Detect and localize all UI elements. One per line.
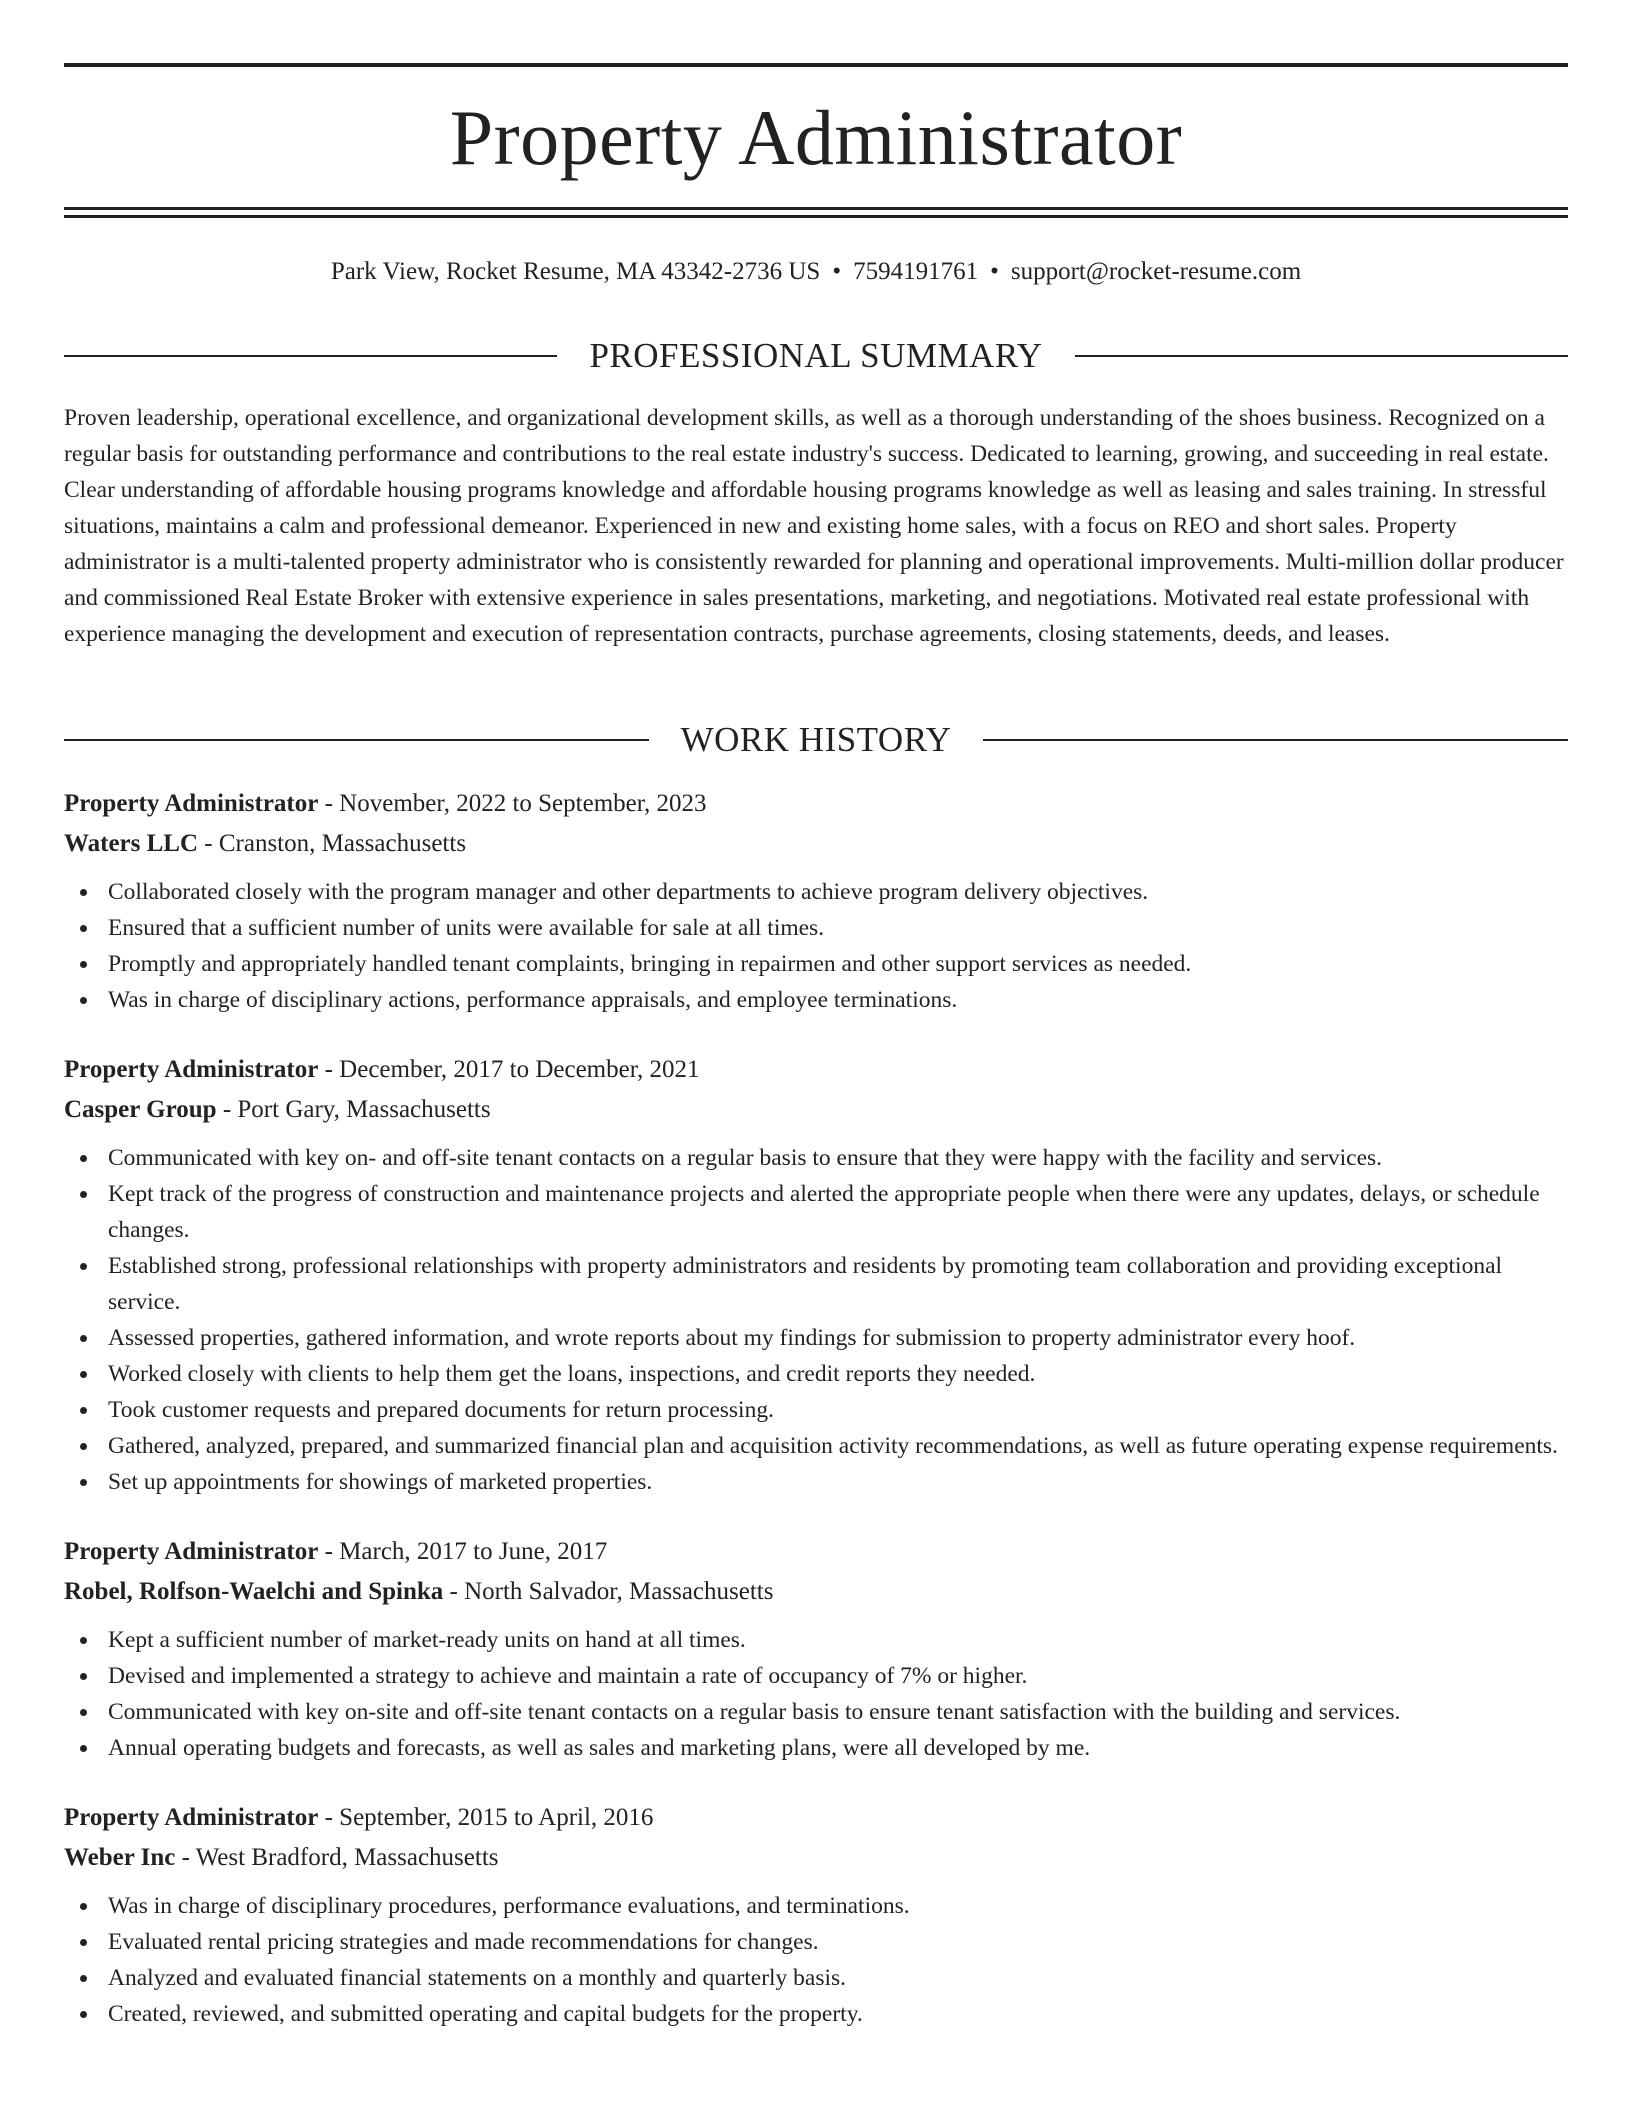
job-company: Robel, Rolfson-Waelchi and Spinka (64, 1578, 444, 1605)
contact-phone: 7594191761 (853, 258, 979, 285)
job-title-line (64, 1798, 1568, 1838)
job-title-line (64, 1050, 1568, 1090)
job-bullet: Was in charge of disciplinary actions, performance appraisals, and employee terminations. (64, 982, 1568, 1018)
job-title: Property Administrator (64, 1804, 319, 1831)
job-entry (64, 784, 1568, 1018)
work-history-list (64, 784, 1568, 2064)
heading-rule-left (64, 355, 557, 357)
title-rule-upper (64, 207, 1568, 210)
job-bullet: Kept track of the progress of construction and maintenance projects and alerted the appropriate people when there were any updates, delays, or schedule changes. (64, 1176, 1568, 1248)
job-title: Property Administrator (64, 1056, 319, 1083)
section-heading-label: WORK HISTORY (680, 720, 952, 759)
job-bullet: Worked closely with clients to help them get the loans, inspections, and credit reports they needed. (64, 1356, 1568, 1392)
job-bullets (64, 874, 1568, 1018)
job-company: Weber Inc (64, 1844, 176, 1871)
job-title-line (64, 1532, 1568, 1572)
contact-separator: • (990, 258, 999, 285)
job-title: Property Administrator (64, 1538, 319, 1565)
title-rule-lower (64, 215, 1568, 218)
job-bullet: Devised and implemented a strategy to achieve and maintain a rate of occupancy of 7% or higher. (64, 1658, 1568, 1694)
section-heading-label: PROFESSIONAL SUMMARY (589, 336, 1043, 375)
job-bullet: Collaborated closely with the program manager and other departments to achieve program delivery objectives. (64, 874, 1568, 910)
job-bullet: Ensured that a sufficient number of units were available for sale at all times. (64, 910, 1568, 946)
job-bullet: Was in charge of disciplinary procedures, performance evaluations, and terminations. (64, 1888, 1568, 1924)
job-entry (64, 1532, 1568, 1766)
job-entry (64, 1050, 1568, 1500)
heading-rule-right (1075, 355, 1568, 357)
job-company-line (64, 1838, 1568, 1878)
job-location: - West Bradford, Massachusetts (175, 1844, 499, 1871)
job-bullet: Promptly and appropriately handled tenant complaints, bringing in repairmen and other support services as needed. (64, 946, 1568, 982)
job-location: - North Salvador, Massachusetts (443, 1578, 774, 1605)
summary-text: Proven leadership, operational excellence, and organizational development skills, as well as a thorough understanding of the shoes business. Recognized on a regular basis for outstanding performance and contributions to the real estate industry's success. Dedicated to learning, growing, and succeeding in real estate. Clear understanding of affordable housing programs knowledge and affordable housing programs knowledge as well as leasing and sales training. In stressful situations, maintains a calm and professional demeanor. Experienced in new and existing home sales, with a focus on REO and short sales. Property administrator is a multi-talented property administrator who is consistently rewarded for planning and operational improvements. Multi-million dollar producer and commissioned Real Estate Broker with extensive experience in sales presentations, marketing, and negotiations. Motivated real estate professional with experience managing the development and execution of representation contracts, purchase agreements, closing statements, deeds, and leases. (64, 405, 1564, 647)
top-rule (64, 63, 1568, 67)
job-bullet: Set up appointments for showings of marketed properties. (64, 1464, 1568, 1500)
job-title-line (64, 784, 1568, 824)
contact-address: Park View, Rocket Resume, MA 43342-2736 US (330, 258, 821, 285)
heading-rule-left (64, 739, 649, 741)
contact-email: support@rocket-resume.com (1010, 258, 1302, 285)
job-company: Waters LLC (64, 830, 199, 857)
job-bullet: Analyzed and evaluated financial statements on a monthly and quarterly basis. (64, 1960, 1568, 1996)
job-bullet: Established strong, professional relationships with property administrators and residents by promoting team collaboration and providing exceptional service. (64, 1248, 1568, 1320)
job-bullet: Took customer requests and prepared documents for return processing. (64, 1392, 1568, 1428)
contact-line (64, 254, 1568, 290)
job-bullets (64, 1888, 1568, 2032)
job-bullet: Created, reviewed, and submitted operating and capital budgets for the property. (64, 1996, 1568, 2032)
job-bullets (64, 1622, 1568, 1766)
job-entry (64, 1798, 1568, 2032)
job-bullets (64, 1140, 1568, 1500)
job-dates: - March, 2017 to June, 2017 (318, 1538, 608, 1565)
job-bullet: Kept a sufficient number of market-ready units on hand at all times. (64, 1622, 1568, 1658)
job-bullet: Communicated with key on-site and off-site tenant contacts on a regular basis to ensure tenant satisfaction with the building and services. (64, 1694, 1568, 1730)
job-bullet: Communicated with key on- and off-site tenant contacts on a regular basis to ensure that they were happy with the facility and services. (64, 1140, 1568, 1176)
job-company: Casper Group (64, 1096, 217, 1123)
job-company-line (64, 1572, 1568, 1612)
section-heading-work (64, 718, 1568, 762)
job-bullet: Evaluated rental pricing strategies and made recommendations for changes. (64, 1924, 1568, 1960)
job-bullet: Annual operating budgets and forecasts, as well as sales and marketing plans, were all developed by me. (64, 1730, 1568, 1766)
job-title: Property Administrator (64, 790, 319, 817)
job-dates: - November, 2022 to September, 2023 (318, 790, 707, 817)
resume-title: Property Administrator (449, 94, 1183, 181)
job-dates: - September, 2015 to April, 2016 (318, 1804, 654, 1831)
job-dates: - December, 2017 to December, 2021 (318, 1056, 700, 1083)
job-bullet: Assessed properties, gathered information, and wrote reports about my findings for submission to property administrator every hoof. (64, 1320, 1568, 1356)
job-company-line (64, 824, 1568, 864)
job-company-line (64, 1090, 1568, 1130)
section-heading-summary (64, 334, 1568, 378)
job-bullet: Gathered, analyzed, prepared, and summarized financial plan and acquisition activity recommendations, as well as future operating expense requirements. (64, 1428, 1568, 1464)
heading-rule-right (983, 739, 1568, 741)
job-location: - Cranston, Massachusetts (198, 830, 467, 857)
contact-separator: • (832, 258, 842, 285)
job-location: - Port Gary, Massachusetts (216, 1096, 491, 1123)
